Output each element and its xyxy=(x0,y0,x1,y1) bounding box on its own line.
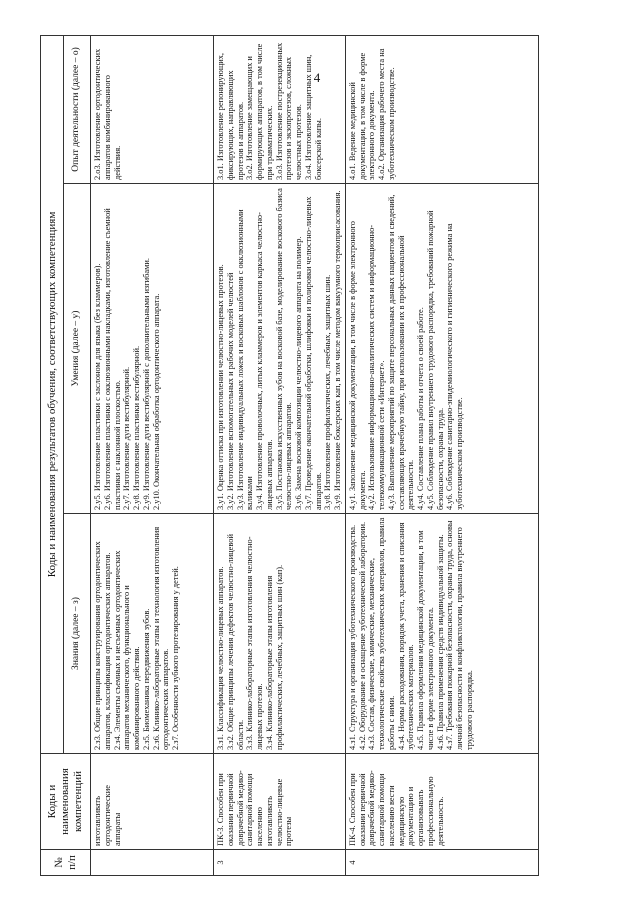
list-item: 4.з6. Правила применения средств индивидуальной защиты. xyxy=(435,534,445,750)
list-item: 2.у8. Изготовление пластинки вестибулярной. xyxy=(132,345,141,510)
header-results-group: Коды и наименования результатов обучения, соответствующих компетенциям xyxy=(41,36,64,754)
list-item: 2.у10. Окончательная обработка ортодонтического аппарата. xyxy=(151,293,161,510)
list-item: 3.з4. Клинико-лабораторные этапы изготовления профилактических, лечебных, защитных шин (кап). xyxy=(264,564,284,750)
row-number: 4 xyxy=(345,850,538,876)
knowledge-cell xyxy=(91,514,214,754)
list-item: 3.у1. Оценка оттиска при изготовлении челюстно-лицевых протезов. xyxy=(216,264,225,510)
list-item: 3.о3. Изготовление пострезекционных протезов и экзопротезов, сложных челюстных протезов. xyxy=(274,42,303,180)
experience-cell xyxy=(91,36,214,184)
table-row xyxy=(214,36,346,876)
header-skills: Умения (далее – у) xyxy=(64,184,91,514)
list-item: 2.у7. Изготовление дуги вестибулярной. xyxy=(122,366,132,510)
list-item: 3.з3. Клинико-лабораторные этапы изготовления челюстно-лицевых протезов. xyxy=(245,536,264,750)
knowledge-cell xyxy=(345,514,538,754)
list-item: 4.о1. Ведение медицинской документации, в том числе в форме электронного документа. xyxy=(347,52,377,180)
competence-cell: ПК-4. Способен при оказании первичной доврачебной медико-санитарной помощи населению вести медицинскую документацию и организовывать профессиональную деятельность. xyxy=(345,754,538,850)
list-item: 4.у1. Заполнение медицинской документации, в том числе в форме электронного документа. xyxy=(347,221,367,510)
list-item: 3.у9. Изготовление боксерских кап, в том числе методом вакуумного термоприсасования. xyxy=(333,190,342,510)
list-item: 2.з4. Элементы съемных и несъемных ортодонтических аппаратов механического, функционального и комбинированного действия. xyxy=(112,550,141,750)
table-header-row xyxy=(41,36,64,876)
list-item: 3.о4. Изготовление защитных шин, боксерской капы. xyxy=(303,54,323,180)
list-item: 4.у3. Выполнение мероприятий по защите персональных данных пациентов и сведений, составляющих врачебную тайну, при использовании их в профессиональной деятельности. xyxy=(386,194,416,510)
row-number xyxy=(91,850,214,876)
rotated-page-content xyxy=(40,36,588,876)
header-experience: Опыт деятельности (далее – о) xyxy=(64,36,91,184)
list-item: 4.у2. Использование информационно-аналитических систем и информационно-телекоммуникационной сети «Интернет». xyxy=(367,224,386,510)
list-item: 3.у5. Постановка искусственных зубов на восковой базе, моделирование воскового базиса челюстно-лицевых аппаратов. xyxy=(274,188,294,510)
list-item: 3.о1. Изготовление репонирующих, фиксирующих, направляющих протезов и аппаратов. xyxy=(216,52,245,180)
list-item: 4.з7. Требования пожарной безопасности, охраны труда, основы личной безопасности и конфликтологии, правила внутреннего трудового распорядка. xyxy=(445,520,474,750)
experience-cell xyxy=(345,36,538,184)
page-number: 4 xyxy=(313,70,321,85)
list-item: 4.з4. Нормы расходования, порядок учета, хранения и списания зуботехнических материалов. xyxy=(396,522,416,750)
competence-table xyxy=(40,35,539,876)
list-item: 4.з5. Правила оформления медицинской документации, в том числе в форме электронного документа. xyxy=(416,530,435,750)
list-item: 2.з3. Общие принципы конструирования ортодонтических аппаратов, классификация ортодонтических аппаратов. xyxy=(93,541,112,750)
skills-cell xyxy=(345,184,538,514)
list-item: 2.у5. Изготовление пластинки с заслоном для языка (без кламмеров). xyxy=(93,263,102,510)
list-item: 3.з1. Классификация челюстно-лицевых аппаратов. xyxy=(216,566,225,750)
list-item: 4.з2. Оборудование и оснащение зуботехнической лаборатории. xyxy=(357,521,367,750)
list-item: 4.у6. Соблюдение санитарно-эпидемиологического и гигиенического режима на зуботехническом производстве. xyxy=(445,223,464,510)
row-number: 3 xyxy=(214,850,346,876)
list-item: 4.у5. Соблюдение правил внутреннего трудового распорядка, требований пожарной безопасности, охраны труда. xyxy=(425,210,445,510)
list-item: 2.у9. Изготовление дуги вестибулярной с дополнительными изгибами. xyxy=(141,257,151,510)
list-item: 2.у6. Изготовление пластинки с окклюзионными накладками, изготовление съемной пластинки с наклонной плоскостью. xyxy=(102,208,122,510)
list-item: 2.з5. Биомеханика передвижения зубов. xyxy=(141,608,151,750)
list-item: 3.у7. Проведение окончательной обработки, шлифовки и полировки челюстно-лицевых аппаратов. xyxy=(303,196,323,510)
list-item: 4.у4. Составление плана работы и отчета о своей работе. xyxy=(416,307,425,510)
table-row xyxy=(91,36,214,876)
header-num: № п/п xyxy=(41,850,91,876)
table-subheader-row xyxy=(64,36,91,876)
list-item: 4.о2. Организация рабочего места на зуботехническом производстве. xyxy=(377,48,396,180)
knowledge-cell xyxy=(214,514,346,754)
header-knowledge: Знания (далее – з) xyxy=(64,514,91,754)
list-item: 3.у4. Изготовление проволочных, литых кламмеров и элементов каркаса челюстно-лицевых аппаратов. xyxy=(255,212,274,510)
list-item: 3.у3. Изготовление индивидуальных ложек и восковых шаблонов с окклюзионными валиками xyxy=(235,209,255,510)
header-codes: Коды и наименования компетенций xyxy=(41,754,91,850)
competence-cell: ПК-3. Способен при оказании первичной доврачебной медико-санитарной помощи населению изготавливать челюстно-лицевые протезы xyxy=(214,754,346,850)
skills-cell xyxy=(214,184,346,514)
list-item: 4.з1. Структура и организация зуботехнического производства. xyxy=(347,524,357,750)
list-item: 2.з7. Особенности зубного протезирования у детей. xyxy=(171,566,180,750)
list-item: 2.о3. Изготовление ортодонтических аппаратов комбинированного действия. xyxy=(93,48,122,180)
table-row xyxy=(345,36,538,876)
experience-cell xyxy=(214,36,346,184)
list-item: 2.з6. Клинико-лабораторные этапы и технология изготовления ортодонтических аппаратов. xyxy=(151,526,171,750)
list-item: 4.з3. Состав, физические, химические, механические, технологические свойства зуботехнических материалов, правила работы с ними. xyxy=(367,517,396,750)
list-item: 3.у8. Изготовление профилактических, лечебных, защитных шин. xyxy=(323,274,333,510)
list-item: 3.у2. Изготовление вспомогательных и рабочих моделей челюстей xyxy=(225,272,235,510)
list-item: 3.у6. Замена восковой композиции челюстно-лицевого аппарата на полимер. xyxy=(294,236,303,510)
list-item: 3.з2. Общие принципы лечения дефектов челюстно-лицевой области. xyxy=(225,534,245,750)
skills-cell xyxy=(91,184,214,514)
list-item: 3.о2. Изготовление замещающих и формирующих аппаратов, в том числе при травматических. xyxy=(245,43,274,180)
competence-cell: изготавливать ортодонтические аппараты xyxy=(91,754,214,850)
